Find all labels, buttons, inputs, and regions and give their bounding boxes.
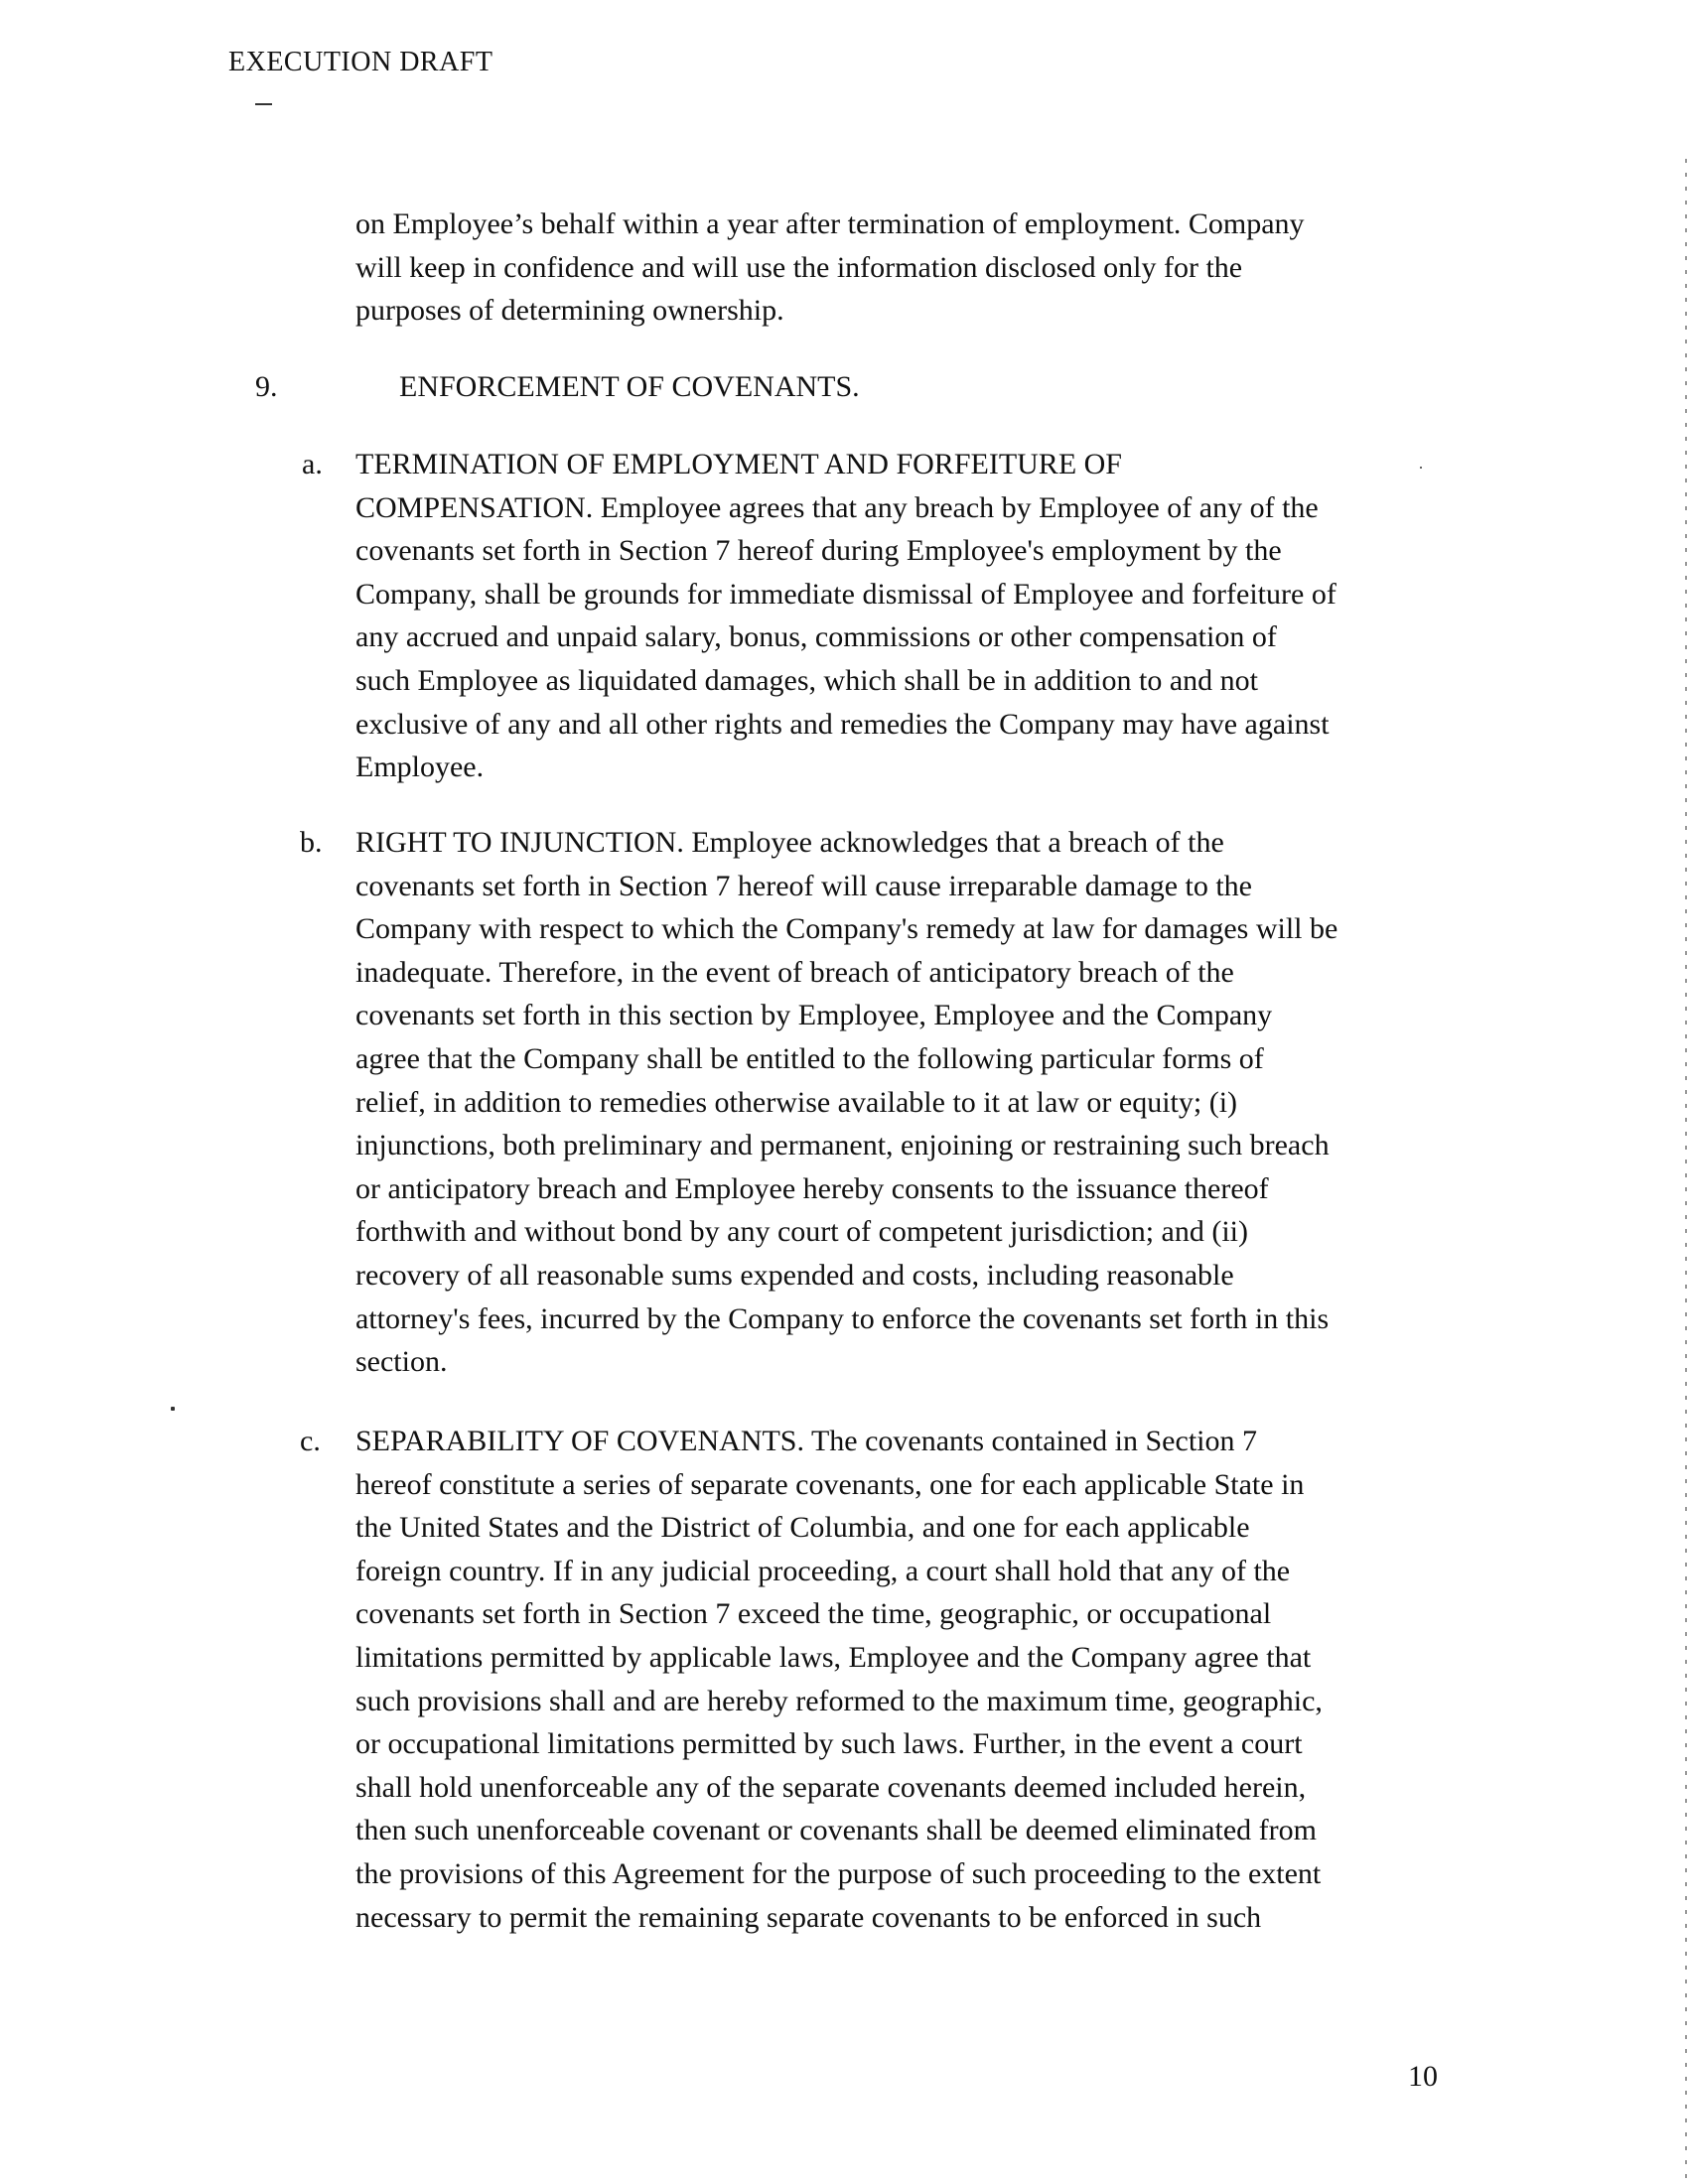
scan-edge-line <box>1685 159 1687 2184</box>
text-line: covenants set forth in Section 7 exceed the time, geographic, or occupational <box>355 1597 1272 1631</box>
scan-speck <box>171 1407 175 1411</box>
text-line: necessary to permit the remaining separate covenants to be enforced in such <box>355 1900 1262 1934</box>
text-line: recovery of all reasonable sums expended and costs, including reasonable <box>355 1258 1234 1292</box>
text-line: then such unenforceable covenant or covenants shall be deemed eliminated from <box>355 1814 1317 1847</box>
section-title: ENFORCEMENT OF COVENANTS. <box>399 370 860 403</box>
text-line: relief, in addition to remedies otherwise available to it at law or equity; (i) <box>355 1085 1238 1119</box>
text-line: injunctions, both preliminary and permanent, enjoining or restraining such breach <box>355 1129 1330 1162</box>
subsection-marker-a: a. <box>302 448 323 480</box>
text-line: agree that the Company shall be entitled to the following particular forms of <box>355 1041 1264 1075</box>
subsection-c-text <box>355 1420 1323 1939</box>
subsection-marker-b: b. <box>300 826 323 859</box>
intro-paragraph <box>355 203 1305 333</box>
text-line: RIGHT TO INJUNCTION. Employee acknowledges that a breach of the <box>355 826 1224 859</box>
subsection-b-text <box>355 821 1337 1384</box>
text-line: forthwith and without bond by any court of competent jurisdiction; and (ii) <box>355 1215 1248 1249</box>
text-line: covenants set forth in this section by Employee, Employee and the Company <box>355 999 1273 1032</box>
page-number: 10 <box>1408 2060 1438 2093</box>
text-line: covenants set forth in Section 7 hereof during Employee's employment by the <box>355 534 1282 568</box>
text-line: the provisions of this Agreement for the purpose of such proceeding to the extent <box>355 1856 1322 1890</box>
text-line: COMPENSATION. Employee agrees that any breach by Employee of any of the <box>355 490 1319 524</box>
text-line: attorney's fees, incurred by the Company to enforce the covenants set forth in this <box>355 1301 1330 1335</box>
scan-mark <box>255 103 272 105</box>
text-line: Company, shall be grounds for immediate dismissal of Employee and forfeiture of <box>355 577 1336 611</box>
text-line: will keep in confidence and will use the information disclosed only for the <box>355 250 1243 284</box>
text-line: shall hold unenforceable any of the separate covenants deemed included herein, <box>355 1770 1307 1804</box>
text-line: inadequate. Therefore, in the event of breach of anticipatory breach of the <box>355 955 1234 989</box>
text-line: exclusive of any and all other rights and remedies the Company may have against <box>355 707 1330 741</box>
text-line: foreign country. If in any judicial proceeding, a court shall hold that any of the <box>355 1554 1291 1587</box>
text-line: Employee. <box>355 751 485 784</box>
text-line: hereof constitute a series of separate covenants, one for each applicable State in <box>355 1467 1305 1501</box>
text-line: on Employee’s behalf within a year after termination of employment. Company <box>355 207 1305 240</box>
text-line: or occupational limitations permitted by such laws. Further, in the event a court <box>355 1727 1303 1761</box>
text-line: limitations permitted by applicable laws, Employee and the Company agree that <box>355 1640 1312 1674</box>
text-line: purposes of determining ownership. <box>355 294 784 328</box>
text-line: such Employee as liquidated damages, which shall be in addition to and not <box>355 663 1258 697</box>
subsection-marker-c: c. <box>300 1425 321 1457</box>
text-line: SEPARABILITY OF COVENANTS. The covenants contained in Section 7 <box>355 1425 1257 1457</box>
text-line: or anticipatory breach and Employee hereby consents to the issuance thereof <box>355 1171 1269 1205</box>
scan-speck <box>1420 467 1422 469</box>
document-header: EXECUTION DRAFT <box>228 47 493 77</box>
text-line: covenants set forth in Section 7 hereof will cause irreparable damage to the <box>355 869 1252 902</box>
section-number: 9. <box>255 370 278 403</box>
text-line: section. <box>355 1345 448 1379</box>
text-line: any accrued and unpaid salary, bonus, commissions or other compensation of <box>355 620 1277 654</box>
subsection-a-text <box>355 443 1336 789</box>
text-line: such provisions shall and are hereby reformed to the maximum time, geographic, <box>355 1684 1323 1717</box>
text-line: Company with respect to which the Company's remedy at law for damages will be <box>355 912 1338 946</box>
text-line: TERMINATION OF EMPLOYMENT AND FORFEITURE OF <box>355 448 1122 480</box>
text-line: the United States and the District of Columbia, and one for each applicable <box>355 1511 1250 1545</box>
